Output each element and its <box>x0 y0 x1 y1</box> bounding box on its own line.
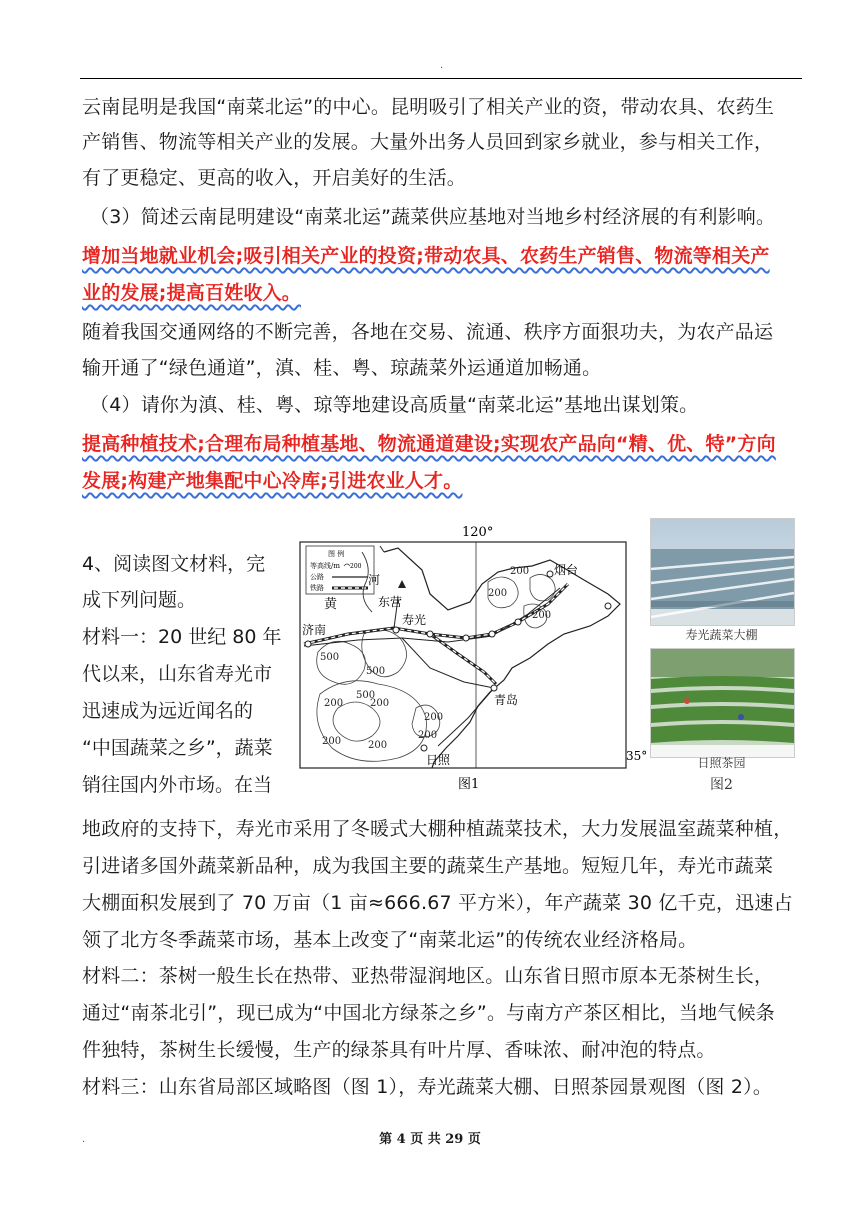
place-rizhao: 日照 <box>426 753 451 767</box>
text-line: 引进诸多国外蔬菜新品种，成为我国主要的蔬菜生产基地。短短几年，寿光市蔬菜 <box>82 855 774 877</box>
text-line: “中国蔬菜之乡”，蔬菜 <box>82 737 273 759</box>
answer-4-line: 发展;构建产地集配中心冷库;引进农业人才。 <box>82 470 463 492</box>
contour-label: 200 <box>532 610 552 621</box>
contour-label: 200 <box>368 740 388 751</box>
legend-contour-val: 200 <box>350 563 362 570</box>
page-number: 第 4 页 共 29 页 <box>379 1132 481 1147</box>
text-line: 销往国内外市场。在当 <box>82 774 273 796</box>
text-line: 随着我国交通网络的不断完善，各地在交易、流通、秩序方面狠功夫，为农产品运 <box>82 321 774 343</box>
contour-label: 200 <box>370 698 390 709</box>
photo1-caption: 寿光蔬菜大棚 <box>685 628 758 642</box>
text-line: 材料三：山东省局部区域略图（图 1），寿光蔬菜大棚、日照茶园景观图（图 2）。 <box>82 1076 773 1098</box>
contour-label: 200 <box>510 566 530 577</box>
figure2-caption: 图2 <box>710 777 733 793</box>
contour-label: 200 <box>418 730 438 741</box>
figure1-map <box>298 522 648 792</box>
text-line: 件独特，茶树生长缓慢，生产的绿茶具有叶片厚、香味浓、耐冲泡的特点。 <box>82 1039 716 1061</box>
legend-road: 公路 <box>310 573 324 581</box>
greenhouse-photo <box>650 518 795 626</box>
label-huang: 黄 <box>324 597 338 612</box>
text-line: 云南昆明是我国“南菜北运”的中心。昆明吸引了相关产业的资，带动农具、农药生 <box>82 96 775 118</box>
text-line: 代以来，山东省寿光市 <box>82 663 273 685</box>
lon-label: 120° <box>462 525 494 540</box>
contour-label: 200 <box>324 698 344 709</box>
answer-3-line: 业的发展;提高百姓收入。 <box>82 282 301 304</box>
text-line: 地政府的支持下，寿光市采用了冬暖式大棚种植蔬菜技术，大力发展温室蔬菜种植， <box>82 818 793 840</box>
footer-dot: . <box>82 1134 86 1145</box>
legend-contour: 等高线/m <box>310 562 340 570</box>
text-line: 有了更稳定、更高的收入，开启美好的生活。 <box>82 167 467 189</box>
contour-label: 500 <box>366 666 386 677</box>
place-jinan: 济南 <box>302 623 327 637</box>
contour-label: 500 <box>356 690 376 701</box>
text-line: 材料二：茶树一般生长在热带、亚热带湿润地区。山东省日照市原本无茶树生长， <box>82 965 774 987</box>
header-rule <box>80 78 802 79</box>
tea-garden-photo <box>650 648 795 758</box>
answer-3-line: 增加当地就业机会;吸引相关产业的投资;带动农具、农药生产销售、物流等相关产 <box>82 245 770 267</box>
lat-label: 35° <box>626 749 648 763</box>
text-line: 领了北方冬季蔬菜市场，基本上改变了“南菜北运”的传统农业经济格局。 <box>82 929 698 951</box>
contour-label: 200 <box>424 712 444 723</box>
header-dot: . <box>440 60 444 71</box>
contour-label: 200 <box>322 736 342 747</box>
text-line: 4、阅读图文材料，完 <box>82 553 266 575</box>
question-4: （4）请你为滇、桂、粤、琼等地建设高质量“南菜北运”基地出谋划策。 <box>90 394 699 416</box>
text-line: 大棚面积发展到了 70 万亩（1 亩≈666.67 平方米），年产蔬菜 30 亿千克，迅速占 <box>82 892 793 914</box>
legend-rail: 铁路 <box>310 584 324 592</box>
text-line: 迅速成为远近闻名的 <box>82 700 254 722</box>
text-line: 产销售、物流等相关产业的发展。大量外出务人员回到家乡就业，参与相关工作， <box>82 131 774 153</box>
contour-label: 500 <box>320 652 340 663</box>
text-line: 材料一：20 世纪 80 年 <box>82 626 282 648</box>
text-line: 成下列问题。 <box>82 589 197 611</box>
place-yantai: 烟台 <box>554 563 579 577</box>
legend-title: 图 例 <box>328 550 345 558</box>
figure1-caption: 图1 <box>458 777 480 792</box>
contour-label: 200 <box>488 588 508 599</box>
photo2-caption: 日照茶园 <box>697 756 746 770</box>
place-shouguang: 寿光 <box>402 613 427 627</box>
label-he: 河 <box>368 573 381 587</box>
text-line: 通过“南茶北引”，现已成为“中国北方绿茶之乡”。与南方产茶区相比，当地气候条 <box>82 1002 775 1024</box>
place-qingdao: 青岛 <box>494 693 519 707</box>
text-line: 输开通了“绿色通道”，滇、桂、粤、琼蔬菜外运通道加畅通。 <box>82 357 602 379</box>
answer-4-line: 提高种植技术;合理布局种植基地、物流通道建设;实现农产品向“精、优、特”方向 <box>82 433 776 455</box>
place-dongying: 东营 <box>378 595 403 609</box>
question-3: （3）简述云南昆明建设“南菜北运”蔬菜供应基地对当地乡村经济展的有利影响。 <box>90 206 776 228</box>
